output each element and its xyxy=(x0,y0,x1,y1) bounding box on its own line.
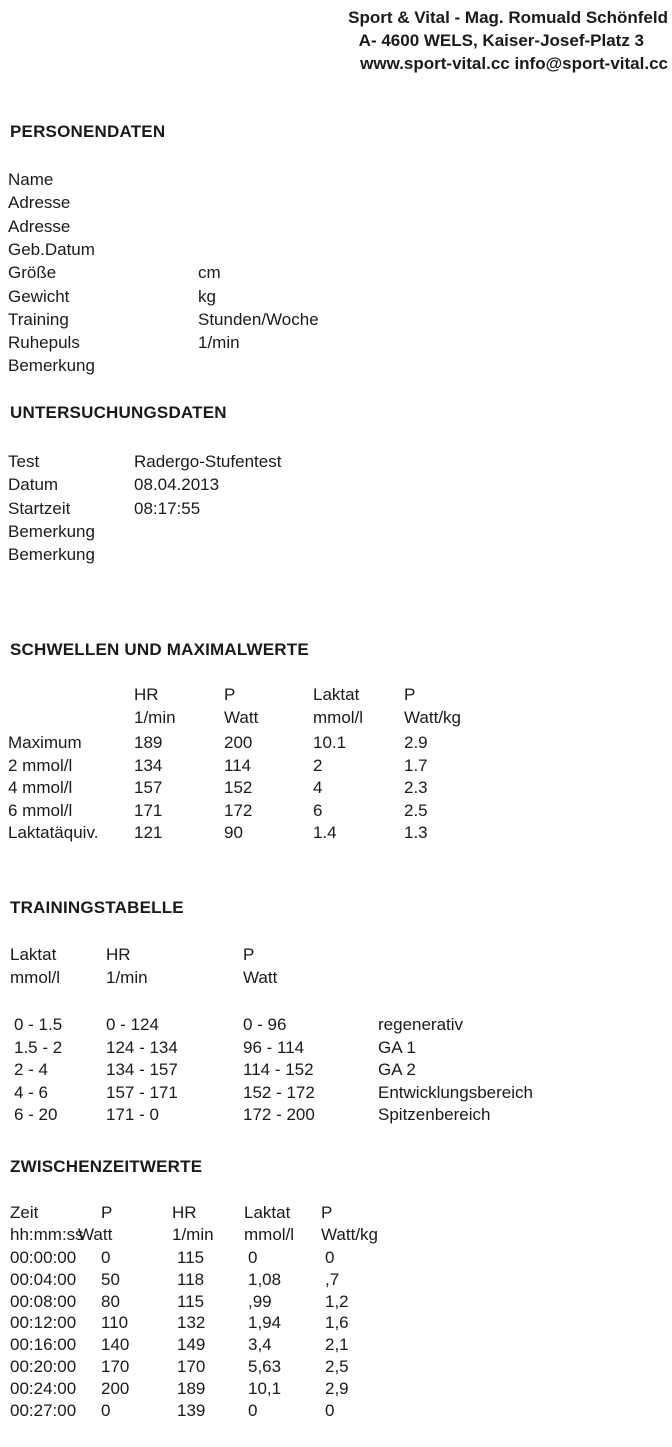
training-header: P xyxy=(243,945,255,964)
training-cell: 114 - 152 xyxy=(243,1060,314,1079)
schwellen-row-label: Laktatäquiv. xyxy=(8,823,99,842)
clinic-contact: www.sport-vital.cc info@sport-vital.cc xyxy=(360,54,668,73)
training-zone-name: GA 1 xyxy=(378,1038,416,1057)
exam-field-label: Bemerkung xyxy=(8,545,95,564)
schwellen-header: P xyxy=(224,685,236,704)
person-field-value: cm xyxy=(198,263,221,282)
zwischenzeit-cell: 170 xyxy=(177,1357,206,1376)
section-title-training: TRAININGSTABELLE xyxy=(10,898,184,917)
person-field-value: kg xyxy=(198,287,216,306)
zwischenzeit-unit: Watt/kg xyxy=(321,1225,378,1244)
schwellen-cell: 1.4 xyxy=(313,823,337,842)
schwellen-unit: Watt/kg xyxy=(404,708,461,727)
schwellen-cell: 200 xyxy=(224,733,253,752)
schwellen-cell: 2.3 xyxy=(404,778,428,797)
training-cell: 171 - 0 xyxy=(106,1105,159,1124)
person-field-label: Adresse xyxy=(8,193,71,212)
zwischenzeit-cell: 132 xyxy=(177,1313,206,1332)
person-field-label: Name xyxy=(8,170,54,189)
person-field-label: Training xyxy=(8,310,69,329)
zwischenzeit-time: 00:04:00 xyxy=(10,1270,77,1289)
clinic-name: Sport & Vital - Mag. Romuald Schönfeld xyxy=(348,8,668,27)
zwischenzeit-header: P xyxy=(101,1203,113,1222)
zwischenzeit-cell: 10,1 xyxy=(248,1379,282,1398)
exam-field-label: Datum xyxy=(8,475,59,494)
exam-field-value: 08:17:55 xyxy=(134,499,201,518)
schwellen-cell: 10.1 xyxy=(313,733,347,752)
training-unit: mmol/l xyxy=(10,968,61,987)
zwischenzeit-cell: 118 xyxy=(177,1270,205,1289)
schwellen-unit: 1/min xyxy=(134,708,176,727)
training-zone-name: Entwicklungsbereich xyxy=(378,1083,533,1102)
training-unit: Watt xyxy=(243,968,278,987)
schwellen-cell: 157 xyxy=(134,778,163,797)
training-unit: 1/min xyxy=(106,968,148,987)
training-zone-name: regenerativ xyxy=(378,1015,464,1034)
zwischenzeit-unit: 1/min xyxy=(172,1225,214,1244)
schwellen-cell: 189 xyxy=(134,733,163,752)
person-field-label: Größe xyxy=(8,263,57,282)
section-title-schwellen: SCHWELLEN UND MAXIMALWERTE xyxy=(10,640,309,659)
schwellen-unit: Watt xyxy=(224,708,259,727)
zwischenzeit-cell: 2,5 xyxy=(325,1357,349,1376)
training-cell: 96 - 114 xyxy=(243,1038,305,1057)
training-header: HR xyxy=(106,945,131,964)
training-cell: 172 - 200 xyxy=(243,1105,315,1124)
zwischenzeit-cell: 5,63 xyxy=(248,1357,282,1376)
schwellen-cell: 2 xyxy=(313,756,323,775)
schwellen-cell: 1.7 xyxy=(404,756,428,775)
schwellen-cell: 2.9 xyxy=(404,733,428,752)
schwellen-cell: 4 xyxy=(313,778,323,797)
training-header: Laktat xyxy=(10,945,57,964)
exam-field-label: Startzeit xyxy=(8,499,71,518)
zwischenzeit-cell: ,7 xyxy=(325,1270,340,1289)
zwischenzeit-cell: 110 xyxy=(101,1313,129,1332)
zwischenzeit-time: 00:24:00 xyxy=(10,1379,77,1398)
zwischenzeit-cell: 0 xyxy=(248,1248,258,1267)
training-cell: 157 - 171 xyxy=(106,1083,178,1102)
schwellen-row-label: 4 mmol/l xyxy=(8,778,73,797)
schwellen-header: Laktat xyxy=(313,685,360,704)
schwellen-header: P xyxy=(404,685,416,704)
zwischenzeit-time: 00:00:00 xyxy=(10,1248,77,1267)
zwischenzeit-time: 00:16:00 xyxy=(10,1335,77,1354)
training-cell: 124 - 134 xyxy=(106,1038,178,1057)
training-cell: 6 - 20 xyxy=(14,1105,58,1124)
schwellen-cell: 134 xyxy=(134,756,163,775)
zwischenzeit-cell: 1,94 xyxy=(248,1313,282,1332)
training-cell: 0 - 1.5 xyxy=(14,1015,63,1034)
zwischenzeit-cell: 170 xyxy=(101,1357,130,1376)
schwellen-cell: 2.5 xyxy=(404,801,428,820)
training-cell: 152 - 172 xyxy=(243,1083,315,1102)
person-field-label: Adresse xyxy=(8,217,71,236)
zwischenzeit-cell: 1,08 xyxy=(248,1270,282,1289)
zwischenzeit-time: 00:27:00 xyxy=(10,1401,77,1420)
training-cell: 0 - 96 xyxy=(243,1015,287,1034)
clinic-address: A- 4600 WELS, Kaiser-Josef-Platz 3 xyxy=(358,31,644,50)
schwellen-cell: 171 xyxy=(134,801,163,820)
zwischenzeit-time: 00:08:00 xyxy=(10,1292,77,1311)
schwellen-unit: mmol/l xyxy=(313,708,364,727)
person-field-label: Ruhepuls xyxy=(8,333,80,352)
person-field-label: Geb.Datum xyxy=(8,240,95,259)
section-title-personendaten: PERSONENDATEN xyxy=(10,122,166,141)
section-title-untersuchungsdaten: UNTERSUCHUNGSDATEN xyxy=(10,403,227,422)
zwischenzeit-header: Zeit xyxy=(10,1203,39,1222)
schwellen-cell: 90 xyxy=(224,823,243,842)
zwischenzeit-cell: 189 xyxy=(177,1379,206,1398)
zwischenzeit-unit: mmol/l xyxy=(244,1225,295,1244)
zwischenzeit-cell: 2,1 xyxy=(325,1335,349,1354)
zwischenzeit-cell: 0 xyxy=(101,1248,111,1267)
training-cell: 2 - 4 xyxy=(14,1060,49,1079)
zwischenzeit-cell: 1,2 xyxy=(325,1292,349,1311)
zwischenzeit-cell: 200 xyxy=(101,1379,130,1398)
schwellen-cell: 6 xyxy=(313,801,323,820)
zwischenzeit-cell: 0 xyxy=(325,1401,335,1420)
training-cell: 1.5 - 2 xyxy=(14,1038,63,1057)
person-field-label: Gewicht xyxy=(8,287,70,306)
training-cell: 4 - 6 xyxy=(14,1083,49,1102)
schwellen-header: HR xyxy=(134,685,159,704)
schwellen-cell: 152 xyxy=(224,778,253,797)
schwellen-row-label: Maximum xyxy=(8,733,82,752)
zwischenzeit-cell: 1,6 xyxy=(325,1313,349,1332)
schwellen-cell: 172 xyxy=(224,801,253,820)
zwischenzeit-header: Laktat xyxy=(244,1203,291,1222)
schwellen-cell: 114 xyxy=(224,756,252,775)
person-field-label: Bemerkung xyxy=(8,356,95,375)
schwellen-row-label: 2 mmol/l xyxy=(8,756,73,775)
zwischenzeit-cell: 0 xyxy=(101,1401,111,1420)
training-zone-name: Spitzenbereich xyxy=(378,1105,491,1124)
zwischenzeit-cell: ,99 xyxy=(248,1292,272,1311)
zwischenzeit-cell: 50 xyxy=(101,1270,120,1289)
schwellen-cell: 1.3 xyxy=(404,823,428,842)
zwischenzeit-cell: 140 xyxy=(101,1335,130,1354)
zwischenzeit-header: HR xyxy=(172,1203,197,1222)
zwischenzeit-cell: 149 xyxy=(177,1335,206,1354)
section-title-zwischenzeit: ZWISCHENZEITWERTE xyxy=(10,1157,203,1176)
zwischenzeit-header: P xyxy=(321,1203,333,1222)
zwischenzeit-cell: 3,4 xyxy=(248,1335,272,1354)
zwischenzeit-time: 00:12:00 xyxy=(10,1313,77,1332)
schwellen-row-label: 6 mmol/l xyxy=(8,801,73,820)
person-field-value: Stunden/Woche xyxy=(198,310,319,329)
training-cell: 134 - 157 xyxy=(106,1060,178,1079)
exam-field-label: Test xyxy=(8,452,40,471)
zwischenzeit-time: 00:20:00 xyxy=(10,1357,77,1376)
zwischenzeit-cell: 2,9 xyxy=(325,1379,349,1398)
training-cell: 0 - 124 xyxy=(106,1015,159,1034)
zwischenzeit-cell: 139 xyxy=(177,1401,206,1420)
zwischenzeit-cell: 80 xyxy=(101,1292,120,1311)
exam-field-label: Bemerkung xyxy=(8,522,95,541)
training-zone-name: GA 2 xyxy=(378,1060,416,1079)
zwischenzeit-cell: 115 xyxy=(177,1248,205,1267)
zwischenzeit-cell: 0 xyxy=(248,1401,258,1420)
exam-field-value: Radergo-Stufentest xyxy=(134,452,282,471)
zwischenzeit-unit: hh:mm:ss xyxy=(10,1225,84,1244)
zwischenzeit-unit: Watt xyxy=(78,1225,113,1244)
person-field-value: 1/min xyxy=(198,333,240,352)
exam-field-value: 08.04.2013 xyxy=(134,475,220,494)
zwischenzeit-cell: 0 xyxy=(325,1248,335,1267)
schwellen-cell: 121 xyxy=(134,823,163,842)
zwischenzeit-cell: 115 xyxy=(177,1292,205,1311)
